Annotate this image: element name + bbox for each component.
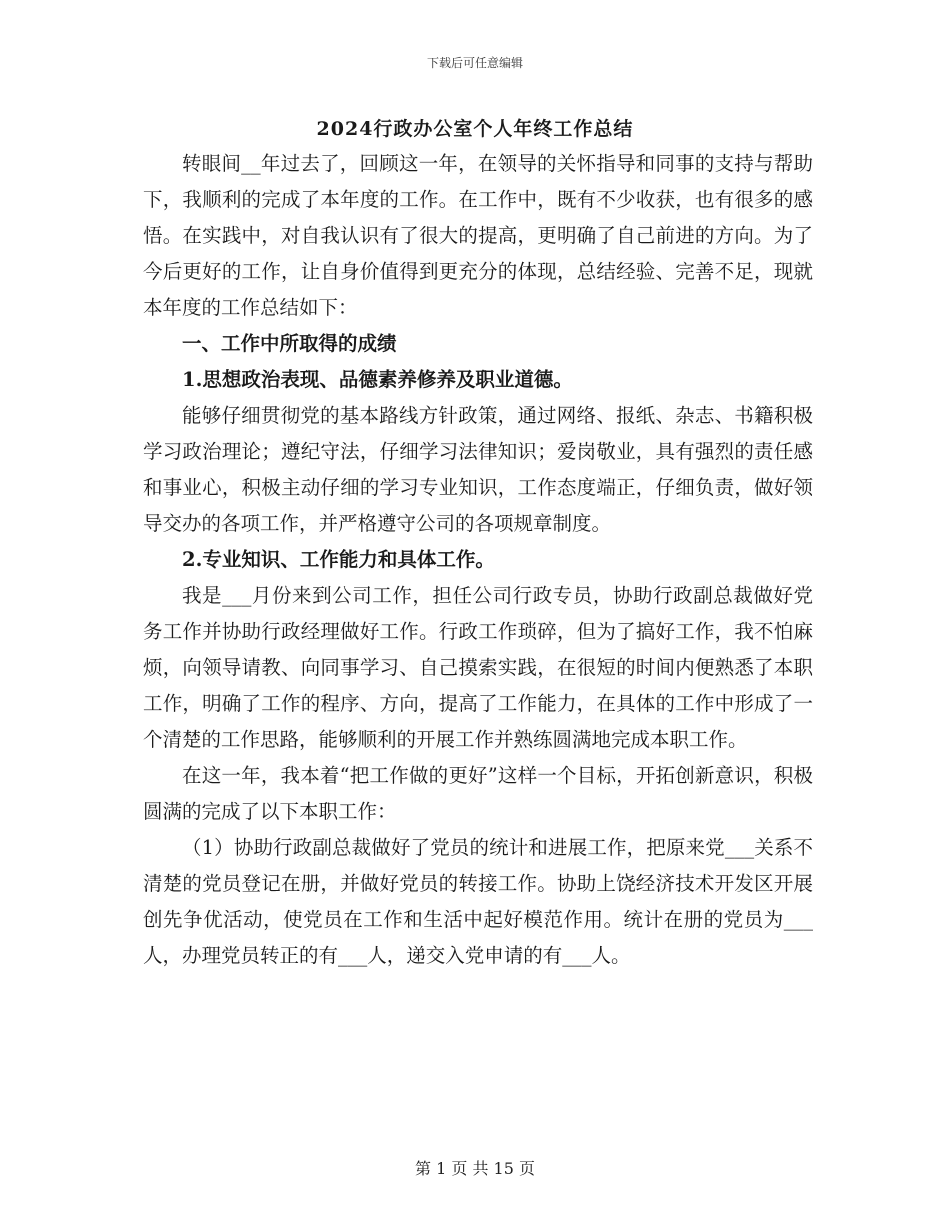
paragraph-yearly-goal: 在这一年，我本着“把工作做的更好”这样一个目标，开拓创新意识，积极圆满的完成了以下本职工作： (143, 764, 813, 823)
section-heading-achievements: 一、工作中所取得的成绩 (182, 332, 397, 355)
paragraph-professional-work: 我是___月份来到公司工作，担任公司行政专员，协助行政副总裁做好党务工作并协助行政经理做好工作。行政工作琐碎，但为了搞好工作，我不怕麻烦，向领导请教、向同事学习、自己摸索实践，在很短的时间内便熟悉了本职工作，明确了工作的程序、方向，提高了工作能力，在具体的工作中形成了一个清楚的工作思路，能够顺利的开展工作并熟练圆满地完成本职工作。 (143, 584, 813, 751)
subheading-political-ethics: 1.思想政治表现、品德素养修养及职业道德。 (182, 368, 573, 391)
paragraph-item-1: （1）协助行政副总裁做好了党员的统计和进展工作，把原来党___关系不清楚的党员登记在册，并做好党员的转接工作。协助上饶经济技术开发区开展创先争优活动，使党员在工作和生活中起好模范作用。统计在册的党员为___人，办理党员转正的有___人，递交入党申请的有___人。 (143, 836, 813, 967)
document-body (143, 146, 813, 974)
page-number: 第 1 页 共 15 页 (415, 1159, 535, 1178)
header-note: 下载后可任意编辑 (426, 56, 523, 70)
subheading-professional-work: 2.专业知识、工作能力和具体工作。 (182, 548, 495, 571)
paragraph-political-ethics: 能够仔细贯彻党的基本路线方针政策，通过网络、报纸、杂志、书籍积极学习政治理论；遵纪守法，仔细学习法律知识；爱岗敬业，具有强烈的责任感和事业心，积极主动仔细的学习专业知识，工作态度端正，仔细负责，做好领导交办的各项工作，并严格遵守公司的各项规章制度。 (143, 404, 813, 535)
intro-paragraph: 转眼间__年过去了，回顾这一年，在领导的关怀指导和同事的支持与帮助下，我顺利的完成了本年度的工作。在工作中，既有不少收获，也有很多的感悟。在实践中，对自我认识有了很大的提高，更明确了自己前进的方向。为了今后更好的工作，让自身价值得到更充分的体现，总结经验、完善不足，现就本年度的工作总结如下： (143, 152, 813, 319)
document-title: 2024行政办公室个人年终工作总结 (316, 118, 634, 140)
